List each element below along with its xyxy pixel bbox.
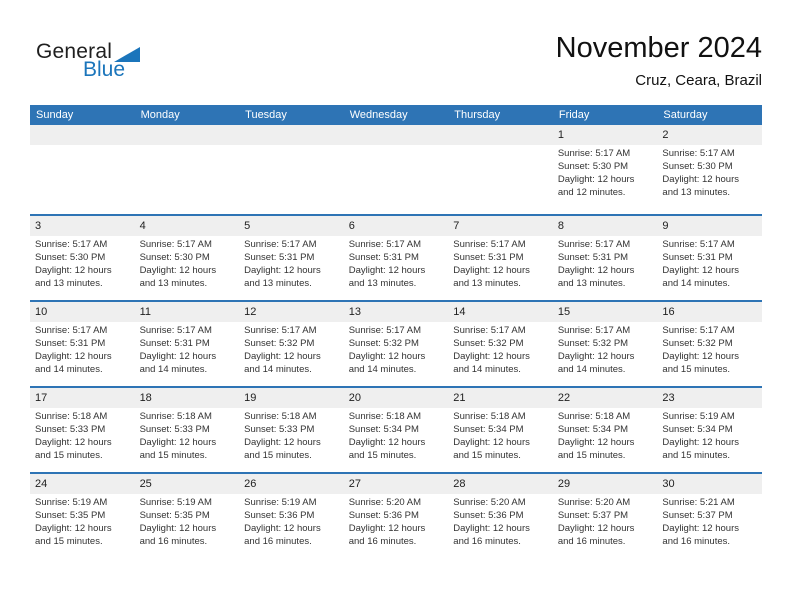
day-detail-line: and 16 minutes. [139, 536, 208, 547]
weekday-label-wednesday: Wednesday [349, 109, 408, 121]
day-detail-line: Sunset: 5:30 PM [35, 252, 106, 263]
calendar-grid [30, 105, 762, 558]
day-number-30: 30 [662, 478, 675, 490]
day-detail-line: Daylight: 12 hours [662, 265, 739, 276]
day-detail-line: Daylight: 12 hours [453, 523, 530, 534]
day-detail-line: Daylight: 12 hours [348, 437, 426, 448]
day-detail-line: Sunset: 5:31 PM [557, 252, 629, 263]
day-number-11: 11 [139, 306, 151, 318]
day-detail-line: Sunrise: 5:18 AM [348, 411, 422, 422]
day-detail-line: and 14 minutes. [662, 278, 731, 289]
day-cell-5 [239, 236, 344, 290]
day-cell-12 [239, 322, 344, 376]
day-detail-line: Sunset: 5:33 PM [139, 424, 210, 435]
day-detail-line: and 13 minutes. [139, 278, 208, 289]
day-detail-line: Daylight: 12 hours [139, 523, 217, 534]
day-detail-line: Sunset: 5:31 PM [244, 252, 315, 263]
day-detail-line: Sunset: 5:35 PM [139, 510, 210, 521]
day-cell-23 [657, 408, 762, 462]
day-detail-line: and 16 minutes. [348, 536, 417, 547]
week-row [30, 125, 762, 214]
day-detail-line: and 15 minutes. [453, 450, 521, 461]
day-number-4: 4 [139, 220, 146, 232]
day-detail-line: and 15 minutes. [662, 364, 731, 375]
day-detail-line: Daylight: 12 hours [348, 523, 426, 534]
day-detail-line: Sunset: 5:31 PM [139, 338, 210, 349]
day-detail-line: Sunset: 5:34 PM [662, 424, 733, 435]
day-detail-line: Daylight: 12 hours [244, 265, 321, 276]
day-detail-line: Sunrise: 5:17 AM [244, 239, 317, 250]
day-detail-line: and 13 minutes. [35, 278, 103, 289]
day-number-28: 28 [453, 478, 466, 490]
day-detail-line: Sunrise: 5:17 AM [348, 239, 422, 250]
day-number-6: 6 [348, 220, 355, 232]
day-detail-line: Daylight: 12 hours [662, 523, 739, 534]
day-detail-line: and 13 minutes. [244, 278, 312, 289]
day-number-10: 10 [35, 306, 48, 318]
day-detail-line: Sunset: 5:33 PM [35, 424, 106, 435]
day-detail-line: Sunset: 5:36 PM [244, 510, 315, 521]
day-detail-line: Sunset: 5:31 PM [35, 338, 106, 349]
day-detail-line: Sunset: 5:31 PM [453, 252, 524, 263]
date-number-band [30, 216, 762, 236]
day-number-1: 1 [557, 129, 564, 141]
day-detail-line: Sunset: 5:36 PM [348, 510, 419, 521]
day-detail-line: Daylight: 12 hours [244, 351, 321, 362]
day-detail-line: Sunrise: 5:17 AM [35, 325, 108, 336]
day-detail-line: Sunset: 5:36 PM [453, 510, 524, 521]
empty-day-cell [239, 145, 344, 199]
date-number-band [30, 125, 762, 145]
day-detail-line: Daylight: 12 hours [557, 351, 635, 362]
day-detail-line: Daylight: 12 hours [662, 437, 739, 448]
day-detail-line: Sunrise: 5:18 AM [557, 411, 631, 422]
day-detail-line: and 13 minutes. [453, 278, 521, 289]
day-detail-line: Sunrise: 5:20 AM [453, 497, 526, 508]
day-detail-line: Daylight: 12 hours [557, 174, 635, 185]
day-number-12: 12 [244, 306, 257, 318]
day-detail-line: and 16 minutes. [557, 536, 626, 547]
day-detail-line: and 15 minutes. [662, 450, 731, 461]
week-row [30, 214, 762, 300]
day-detail-line: Daylight: 12 hours [662, 174, 739, 185]
weekday-label-saturday: Saturday [663, 109, 708, 121]
day-detail-line: Sunset: 5:32 PM [244, 338, 315, 349]
day-number-23: 23 [662, 392, 675, 404]
day-number-17: 17 [35, 392, 48, 404]
day-detail-line: Daylight: 12 hours [453, 437, 530, 448]
day-number-9: 9 [662, 220, 669, 232]
day-detail-line: Sunset: 5:32 PM [453, 338, 524, 349]
day-detail-line: Sunrise: 5:19 AM [139, 497, 212, 508]
day-cell-20 [344, 408, 449, 462]
day-detail-line: and 14 minutes. [453, 364, 521, 375]
day-cell-17 [30, 408, 135, 462]
day-cell-26 [239, 494, 344, 548]
date-number-band [30, 388, 762, 408]
day-detail-line: and 12 minutes. [557, 187, 626, 198]
weekday-label-sunday: Sunday [36, 109, 74, 121]
day-detail-line: Sunrise: 5:18 AM [35, 411, 108, 422]
day-detail-line: Sunrise: 5:17 AM [244, 325, 317, 336]
day-details-row [30, 408, 762, 462]
day-detail-line: Daylight: 12 hours [557, 523, 635, 534]
day-detail-line: Sunrise: 5:17 AM [662, 239, 735, 250]
day-cell-1 [553, 145, 658, 199]
day-cell-27 [344, 494, 449, 548]
day-number-25: 25 [139, 478, 152, 490]
day-cell-24 [30, 494, 135, 548]
day-detail-line: Sunrise: 5:17 AM [557, 148, 631, 159]
day-detail-line: Sunset: 5:30 PM [139, 252, 210, 263]
logo-text-blue: Blue [83, 58, 126, 81]
day-number-13: 13 [348, 306, 361, 318]
day-detail-line: Sunrise: 5:19 AM [662, 411, 735, 422]
day-cell-6 [344, 236, 449, 290]
day-cell-8 [553, 236, 658, 290]
day-detail-line: Sunrise: 5:17 AM [139, 325, 212, 336]
day-detail-line: Daylight: 12 hours [35, 351, 112, 362]
day-detail-line: and 15 minutes. [244, 450, 312, 461]
day-number-2: 2 [662, 129, 669, 141]
day-number-18: 18 [139, 392, 152, 404]
day-number-8: 8 [557, 220, 564, 232]
day-number-15: 15 [557, 306, 571, 318]
day-number-27: 27 [348, 478, 361, 490]
week-row [30, 472, 762, 558]
day-number-7: 7 [453, 220, 460, 232]
day-detail-line: Sunrise: 5:19 AM [244, 497, 317, 508]
day-detail-line: Sunset: 5:31 PM [662, 252, 733, 263]
day-cell-13 [344, 322, 449, 376]
weekday-label-thursday: Thursday [454, 109, 501, 121]
day-detail-line: and 15 minutes. [35, 536, 103, 547]
day-detail-line: Daylight: 12 hours [139, 437, 217, 448]
day-detail-line: Sunset: 5:34 PM [453, 424, 524, 435]
day-cell-16 [657, 322, 762, 376]
day-details-row [30, 322, 762, 376]
empty-day-cell [344, 145, 449, 199]
month-title: November 2024 [555, 32, 762, 64]
day-cell-4 [135, 236, 240, 290]
day-number-20: 20 [348, 392, 361, 404]
day-detail-line: Sunrise: 5:17 AM [557, 239, 631, 250]
day-detail-line: and 14 minutes. [35, 364, 103, 375]
day-number-29: 29 [557, 478, 571, 490]
day-details-row [30, 145, 762, 199]
day-detail-line: Sunrise: 5:17 AM [453, 239, 526, 250]
day-detail-line: Daylight: 12 hours [557, 265, 635, 276]
day-detail-line: Sunrise: 5:17 AM [662, 325, 735, 336]
day-cell-29 [553, 494, 658, 548]
day-cell-10 [30, 322, 135, 376]
empty-day-cell [135, 145, 240, 199]
day-cell-30 [657, 494, 762, 548]
day-detail-line: and 16 minutes. [453, 536, 521, 547]
day-detail-line: Daylight: 12 hours [662, 351, 739, 362]
day-detail-line: Daylight: 12 hours [139, 351, 217, 362]
empty-day-cell [448, 145, 553, 199]
day-detail-line: Sunset: 5:30 PM [662, 161, 733, 172]
day-detail-line: Sunset: 5:33 PM [244, 424, 315, 435]
day-detail-line: and 14 minutes. [139, 364, 208, 375]
day-cell-18 [135, 408, 240, 462]
day-detail-line: Sunrise: 5:17 AM [453, 325, 526, 336]
day-detail-line: Sunset: 5:30 PM [557, 161, 629, 172]
day-detail-line: and 16 minutes. [662, 536, 731, 547]
day-detail-line: Sunset: 5:34 PM [557, 424, 629, 435]
day-number-22: 22 [557, 392, 571, 404]
day-detail-line: Sunrise: 5:18 AM [453, 411, 526, 422]
day-cell-28 [448, 494, 553, 548]
day-cell-14 [448, 322, 553, 376]
day-detail-line: Daylight: 12 hours [244, 523, 321, 534]
logo-text-general: General [36, 40, 113, 63]
day-detail-line: Sunset: 5:32 PM [557, 338, 629, 349]
day-detail-line: Sunrise: 5:17 AM [557, 325, 631, 336]
weekday-label-friday: Friday [558, 109, 590, 121]
day-detail-line: Sunrise: 5:21 AM [662, 497, 735, 508]
day-detail-line: Sunset: 5:32 PM [348, 338, 419, 349]
day-detail-line: Sunrise: 5:17 AM [35, 239, 108, 250]
day-detail-line: Sunrise: 5:17 AM [139, 239, 212, 250]
weekday-label-monday: Monday [140, 109, 180, 121]
weekday-label-tuesday: Tuesday [245, 109, 287, 121]
day-detail-line: Daylight: 12 hours [557, 437, 635, 448]
date-number-band [30, 302, 762, 322]
day-detail-line: Daylight: 12 hours [348, 265, 426, 276]
day-detail-line: Sunrise: 5:18 AM [244, 411, 317, 422]
day-detail-line: Sunrise: 5:17 AM [662, 148, 735, 159]
day-cell-11 [135, 322, 240, 376]
day-cell-2 [657, 145, 762, 199]
location-subtitle: Cruz, Ceara, Brazil [635, 72, 762, 89]
day-detail-line: Daylight: 12 hours [35, 265, 112, 276]
day-number-19: 19 [244, 392, 257, 404]
day-detail-line: and 14 minutes. [244, 364, 312, 375]
day-number-14: 14 [453, 306, 466, 318]
day-detail-line: and 16 minutes. [244, 536, 312, 547]
day-detail-line: Sunrise: 5:19 AM [35, 497, 108, 508]
day-cell-7 [448, 236, 553, 290]
day-detail-line: Daylight: 12 hours [139, 265, 217, 276]
day-cell-15 [553, 322, 658, 376]
date-number-band [30, 474, 762, 494]
day-cell-9 [657, 236, 762, 290]
day-detail-line: Daylight: 12 hours [453, 265, 530, 276]
day-detail-line: Sunset: 5:34 PM [348, 424, 419, 435]
weekday-header-row [30, 105, 762, 125]
day-detail-line: Sunrise: 5:17 AM [348, 325, 422, 336]
day-detail-line: and 15 minutes. [139, 450, 208, 461]
day-number-5: 5 [244, 220, 251, 232]
general-blue-logo [36, 40, 140, 82]
week-rows [30, 125, 762, 558]
day-cell-3 [30, 236, 135, 290]
week-row [30, 386, 762, 472]
day-detail-line: and 14 minutes. [348, 364, 417, 375]
day-details-row [30, 236, 762, 290]
day-detail-line: Sunrise: 5:18 AM [139, 411, 212, 422]
day-detail-line: Sunset: 5:37 PM [557, 510, 629, 521]
day-details-row [30, 494, 762, 548]
day-number-16: 16 [662, 306, 675, 318]
day-detail-line: and 15 minutes. [35, 450, 103, 461]
day-cell-22 [553, 408, 658, 462]
day-detail-line: Daylight: 12 hours [35, 523, 112, 534]
empty-day-cell [30, 145, 135, 199]
day-detail-line: Sunrise: 5:20 AM [557, 497, 631, 508]
day-detail-line: and 13 minutes. [557, 278, 626, 289]
day-detail-line: Daylight: 12 hours [244, 437, 321, 448]
day-cell-19 [239, 408, 344, 462]
day-detail-line: Sunrise: 5:20 AM [348, 497, 422, 508]
title-block [556, 32, 762, 89]
day-detail-line: Sunset: 5:37 PM [662, 510, 733, 521]
day-cell-25 [135, 494, 240, 548]
day-number-26: 26 [244, 478, 257, 490]
day-cell-21 [448, 408, 553, 462]
week-row [30, 300, 762, 386]
day-detail-line: and 15 minutes. [348, 450, 417, 461]
day-detail-line: Daylight: 12 hours [348, 351, 426, 362]
day-number-24: 24 [35, 478, 48, 490]
day-detail-line: and 15 minutes. [557, 450, 626, 461]
day-detail-line: and 13 minutes. [348, 278, 417, 289]
day-detail-line: Sunset: 5:35 PM [35, 510, 106, 521]
day-detail-line: and 13 minutes. [662, 187, 731, 198]
day-number-21: 21 [453, 392, 466, 404]
day-number-3: 3 [35, 220, 42, 232]
day-detail-line: Sunset: 5:31 PM [348, 252, 419, 263]
day-detail-line: Sunset: 5:32 PM [662, 338, 733, 349]
day-detail-line: and 14 minutes. [557, 364, 626, 375]
day-detail-line: Daylight: 12 hours [453, 351, 530, 362]
day-detail-line: Daylight: 12 hours [35, 437, 112, 448]
